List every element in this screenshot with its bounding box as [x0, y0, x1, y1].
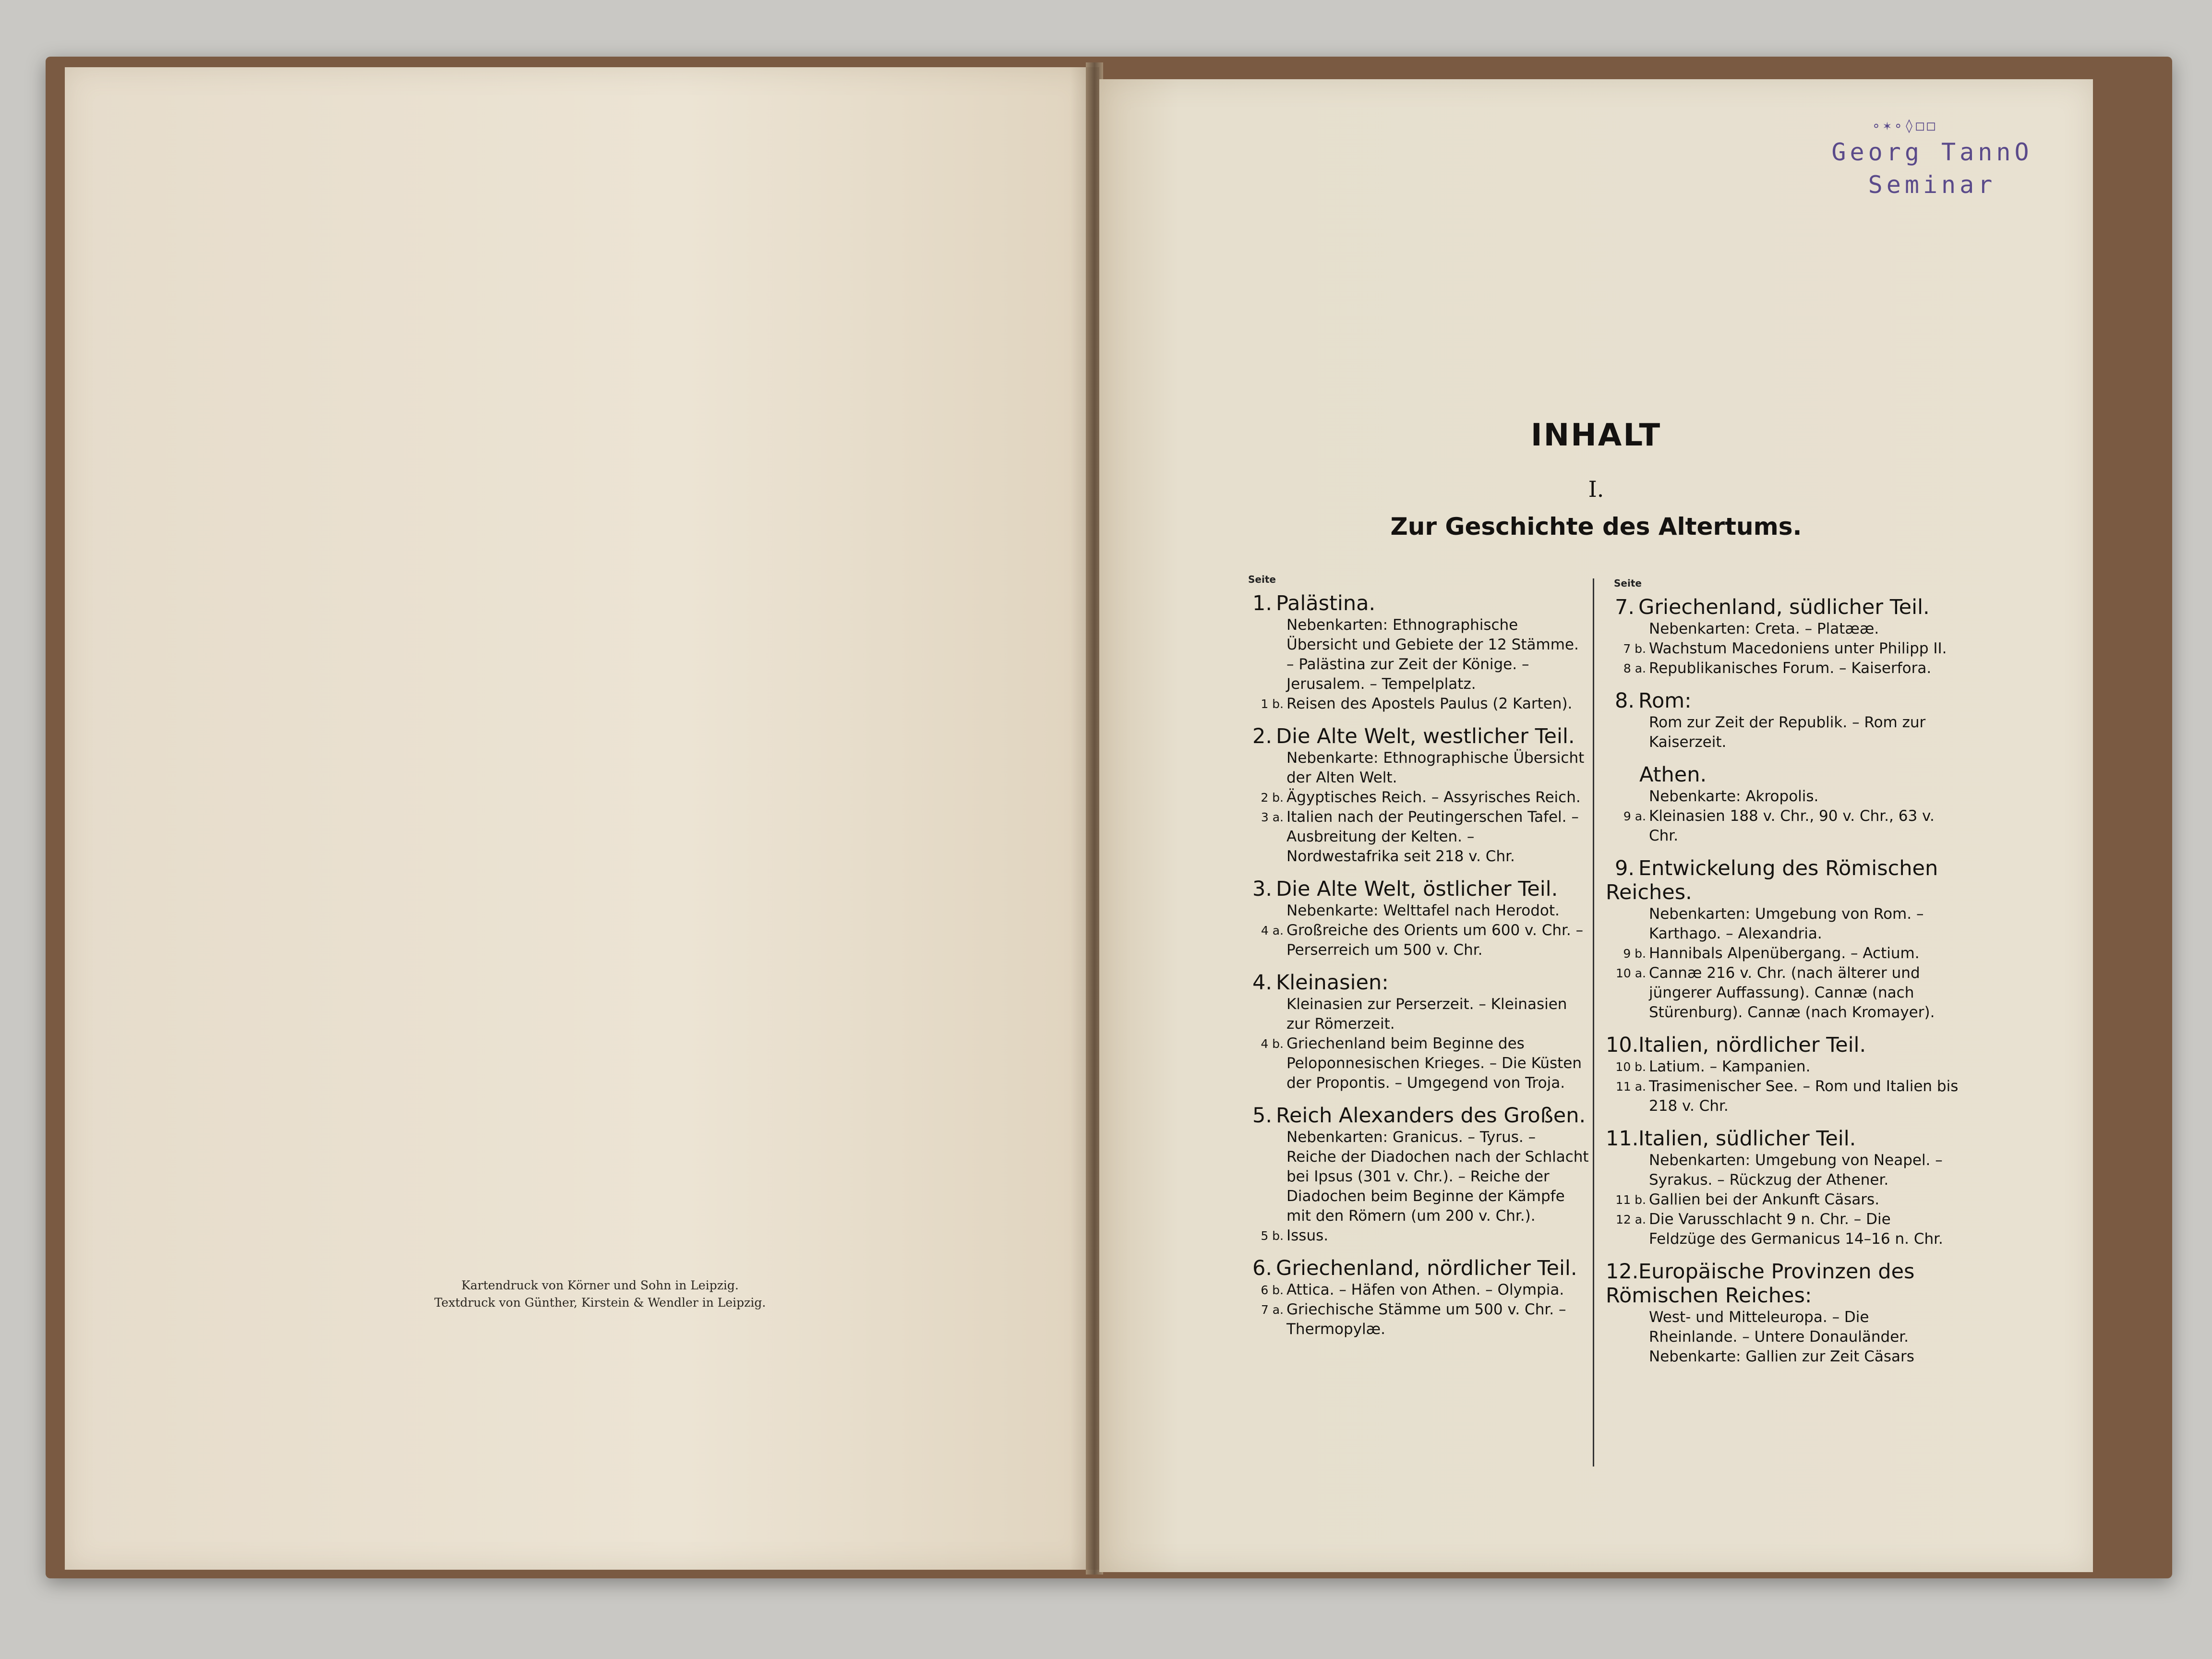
- toc-entry: [1243, 591, 1589, 714]
- section-number: I.: [1588, 476, 1604, 502]
- stamp-line-2: Seminar: [1868, 171, 1996, 199]
- page-fold-shadow: [1070, 67, 1099, 1570]
- toc-entry-heading: [1606, 1260, 1961, 1308]
- toc-entry-title: Die Alte Welt, westlicher Teil.: [1276, 724, 1575, 748]
- toc-entry-title: Italien, südlicher Teil.: [1638, 1127, 1856, 1151]
- toc-entry-number: 12.: [1606, 1260, 1639, 1284]
- toc-sub-entry: [1243, 788, 1589, 807]
- toc-sub-entry-text: Kleinasien 188 v. Chr., 90 v. Chr., 63 v. Chr.: [1649, 807, 1935, 844]
- toc-sub-entry-number: 8 a.: [1623, 661, 1646, 675]
- toc-entry-title: Europäische Provinzen des Römischen Reiches:: [1606, 1260, 1915, 1308]
- toc-sub-entry: [1606, 806, 1961, 846]
- toc-entry-title: Kleinasien:: [1276, 971, 1389, 995]
- toc-sub-entry-text: Latium. – Kampanien.: [1649, 1058, 1811, 1075]
- toc-sub-entry-number: 7 b.: [1623, 642, 1646, 656]
- toc-sub-entry-number: 2 b.: [1261, 791, 1284, 805]
- toc-entry-heading: [1606, 856, 1961, 904]
- toc-entry: [1606, 689, 1961, 752]
- toc-entry-title: Athen.: [1639, 763, 1707, 787]
- toc-entry-number: 4.: [1252, 971, 1272, 995]
- toc-entry-title: Palästina.: [1276, 591, 1376, 615]
- toc-entry-number: 10.: [1606, 1033, 1639, 1057]
- toc-entry: [1243, 877, 1589, 960]
- toc-entry: [1606, 1260, 1961, 1367]
- toc-sub-entry-text: Griechische Stämme um 500 v. Chr. – Thermopylæ.: [1286, 1301, 1566, 1338]
- toc-entry-title: Griechenland, südlicher Teil.: [1638, 595, 1930, 619]
- toc-entry-heading: [1243, 724, 1589, 748]
- toc-entry-title: Entwickelung des Römischen Reiches.: [1606, 856, 1938, 904]
- toc-entry-subtext: Nebenkarten: Umgebung von Rom. – Karthago. – Alexandria.: [1649, 905, 1924, 942]
- toc-sub-entry-text: Cannæ 216 v. Chr. (nach älterer und jüngerer Auffassung). Cannæ (nach Stürenburg). Cannæ (nach Kromayer).: [1649, 964, 1935, 1021]
- toc-sub-entry-number: 10 b.: [1615, 1060, 1646, 1074]
- toc-entry-number: 2.: [1252, 724, 1272, 748]
- toc-entry-title: Die Alte Welt, östlicher Teil.: [1276, 877, 1558, 901]
- toc-entry-title: Reich Alexanders des Großen.: [1276, 1104, 1586, 1128]
- toc-sub-entry: [1243, 1300, 1589, 1339]
- printer-imprint: [394, 1277, 806, 1311]
- toc-sub-entry: [1606, 639, 1961, 659]
- toc-entry: [1243, 1256, 1589, 1339]
- toc-sub-entry-number: 11 a.: [1615, 1080, 1646, 1094]
- toc-sub-entry-number: 3 a.: [1261, 810, 1284, 824]
- toc-sub-entry: [1606, 1077, 1961, 1116]
- toc-entry: [1243, 1104, 1589, 1246]
- toc-entry-number: 6.: [1252, 1256, 1272, 1280]
- toc-entry: [1606, 1033, 1961, 1116]
- toc-entry-subtext: Kleinasien zur Perserzeit. – Kleinasien zur Römerzeit.: [1286, 996, 1567, 1033]
- toc-entry-heading: [1243, 971, 1589, 995]
- toc-sub-entry-text: Issus.: [1286, 1227, 1329, 1244]
- toc-entry: [1243, 971, 1589, 1093]
- toc-entry-heading: [1243, 877, 1589, 901]
- toc-entry-number: 5.: [1252, 1104, 1272, 1128]
- toc-sub-entry: [1243, 1280, 1589, 1300]
- toc-entry: [1606, 1127, 1961, 1249]
- toc-entry-number: 7.: [1614, 595, 1635, 619]
- toc-entry: [1606, 856, 1961, 1022]
- toc-sub-entry: [1606, 1057, 1961, 1077]
- left-page: [65, 67, 1092, 1570]
- toc-entry-heading: [1606, 595, 1961, 619]
- toc-entry-title: Griechenland, nördlicher Teil.: [1276, 1256, 1577, 1280]
- toc-sub-entry: [1243, 807, 1589, 866]
- toc-sub-entry-number: 6 b.: [1261, 1283, 1284, 1297]
- toc-sub-entry-number: 4 b.: [1261, 1037, 1284, 1051]
- toc-entry-heading: [1243, 591, 1589, 615]
- toc-sub-entry: [1606, 944, 1961, 963]
- toc-entry-subtext: Rom zur Zeit der Republik. – Rom zur Kaiserzeit.: [1649, 714, 1926, 751]
- toc-sub-entry-number: 4 a.: [1261, 924, 1284, 938]
- toc-entry-title: Italien, nördlicher Teil.: [1638, 1033, 1866, 1057]
- toc-sub-entry: [1606, 659, 1961, 678]
- imprint-text-printer: Textdruck von Günther, Kirstein & Wendler in Leipzig.: [434, 1296, 766, 1310]
- toc-entry-subtext: Nebenkarte: Welttafel nach Herodot.: [1286, 902, 1560, 919]
- toc-left-column: [1243, 591, 1589, 1350]
- toc-sub-entry: [1243, 694, 1589, 714]
- stamp-top: ∘✶∘◊□□: [1872, 118, 1938, 133]
- imprint-map-printer: Kartendruck von Körner und Sohn in Leipzig.: [461, 1278, 739, 1292]
- seite-label-left: Seite: [1248, 574, 1276, 585]
- toc-entry-subtext: Nebenkarte: Ethnographische Übersicht der Alten Welt.: [1286, 749, 1585, 786]
- toc-entry-number: 8.: [1614, 689, 1635, 713]
- toc-right-column: [1606, 595, 1961, 1377]
- toc-entry: [1243, 724, 1589, 866]
- toc-entry-heading: [1606, 1127, 1961, 1151]
- library-stamp: [1776, 118, 2088, 199]
- toc-sub-entry-text: Italien nach der Peutingerschen Tafel. – Ausbreitung der Kelten. – Nordwestafrika seit 218 v. Chr.: [1286, 808, 1579, 865]
- toc-entry-heading: [1243, 1256, 1589, 1280]
- column-divider: [1593, 578, 1594, 1467]
- toc-sub-entry-number: 9 a.: [1623, 809, 1646, 823]
- toc-sub-entry-number: 9 b.: [1623, 947, 1646, 961]
- toc-entry-heading: [1606, 763, 1961, 787]
- toc-sub-entry: [1243, 1226, 1589, 1246]
- toc-sub-entry: [1606, 1210, 1961, 1249]
- toc-entry-title: Rom:: [1638, 689, 1692, 713]
- stamp-line-1: Georg TannO: [1831, 138, 2033, 166]
- toc-sub-entry: [1243, 921, 1589, 960]
- toc-entry-subtext: Nebenkarten: Creta. – Platææ.: [1649, 620, 1879, 637]
- toc-sub-entry-text: Die Varusschlacht 9 n. Chr. – Die Feldzüge des Germanicus 14–16 n. Chr.: [1649, 1211, 1943, 1248]
- toc-sub-entry-number: 1 b.: [1261, 697, 1284, 711]
- toc-entry-number: 3.: [1252, 877, 1272, 901]
- toc-sub-entry-number: 5 b.: [1261, 1229, 1284, 1243]
- toc-sub-entry-text: Gallien bei der Ankunft Cäsars.: [1649, 1191, 1880, 1208]
- toc-sub-entry-number: 12 a.: [1615, 1213, 1646, 1226]
- toc-sub-entry-number: 10 a.: [1615, 966, 1646, 980]
- toc-entry: [1606, 763, 1961, 846]
- toc-entry-subtext: Nebenkarten: Granicus. – Tyrus. – Reiche der Diadochen nach der Schlacht bei Ipsus (301 v. Chr.). – Reiche der Diadochen beim Beginne der Kämpfe mit den Römern (um 200 v. Chr.).: [1286, 1129, 1589, 1225]
- toc-sub-entry: [1243, 1034, 1589, 1093]
- toc-entry: [1606, 595, 1961, 678]
- toc-entry-subtext: Nebenkarten: Umgebung von Neapel. – Syrakus. – Rückzug der Athener.: [1649, 1152, 1943, 1189]
- toc-entry-number: 9.: [1614, 856, 1635, 880]
- toc-sub-entry: [1606, 1190, 1961, 1210]
- toc-entry-number: 11.: [1606, 1127, 1639, 1151]
- toc-entry-number: 1.: [1252, 591, 1272, 615]
- toc-sub-entry-text: Wachstum Macedoniens unter Philipp II.: [1649, 640, 1947, 657]
- section-title: Zur Geschichte des Altertums.: [1390, 513, 1802, 541]
- toc-sub-entry-text: Attica. – Häfen von Athen. – Olympia.: [1286, 1281, 1564, 1298]
- toc-sub-entry-text: Großreiche des Orients um 600 v. Chr. – Perserreich um 500 v. Chr.: [1286, 922, 1584, 959]
- toc-sub-entry-text: Trasimenischer See. – Rom und Italien bis 218 v. Chr.: [1649, 1078, 1959, 1115]
- toc-entry-subtext: West- und Mitteleuropa. – Die Rheinlande. – Untere Donauländer. Nebenkarte: Gallien zur Zeit Cäsars: [1649, 1309, 1914, 1365]
- toc-entry-heading: [1606, 689, 1961, 713]
- toc-sub-entry-number: 7 a.: [1261, 1303, 1284, 1317]
- toc-entry-heading: [1243, 1104, 1589, 1128]
- seite-label-right: Seite: [1614, 577, 1642, 589]
- toc-sub-entry-text: Hannibals Alpenübergang. – Actium.: [1649, 945, 1920, 962]
- toc-entry-subtext: Nebenkarte: Akropolis.: [1649, 788, 1819, 805]
- toc-sub-entry-text: Republikanisches Forum. – Kaiserfora.: [1649, 660, 1932, 677]
- toc-entry-heading: [1606, 1033, 1961, 1057]
- toc-entry-subtext: Nebenkarten: Ethnographische Übersicht und Gebiete der 12 Stämme. – Palästina zur Zeit der Könige. – Jerusalem. – Tempelplatz.: [1286, 616, 1579, 693]
- toc-sub-entry-text: Reisen des Apostels Paulus (2 Karten).: [1286, 695, 1573, 712]
- toc-title: INHALT: [1530, 418, 1662, 453]
- toc-sub-entry: [1606, 963, 1961, 1022]
- toc-sub-entry-text: Ägyptisches Reich. – Assyrisches Reich.: [1286, 789, 1581, 806]
- toc-sub-entry-number: 11 b.: [1615, 1193, 1646, 1207]
- toc-sub-entry-text: Griechenland beim Beginne des Peloponnesischen Krieges. – Die Küsten der Propontis. – Umgegend von Troja.: [1286, 1035, 1582, 1092]
